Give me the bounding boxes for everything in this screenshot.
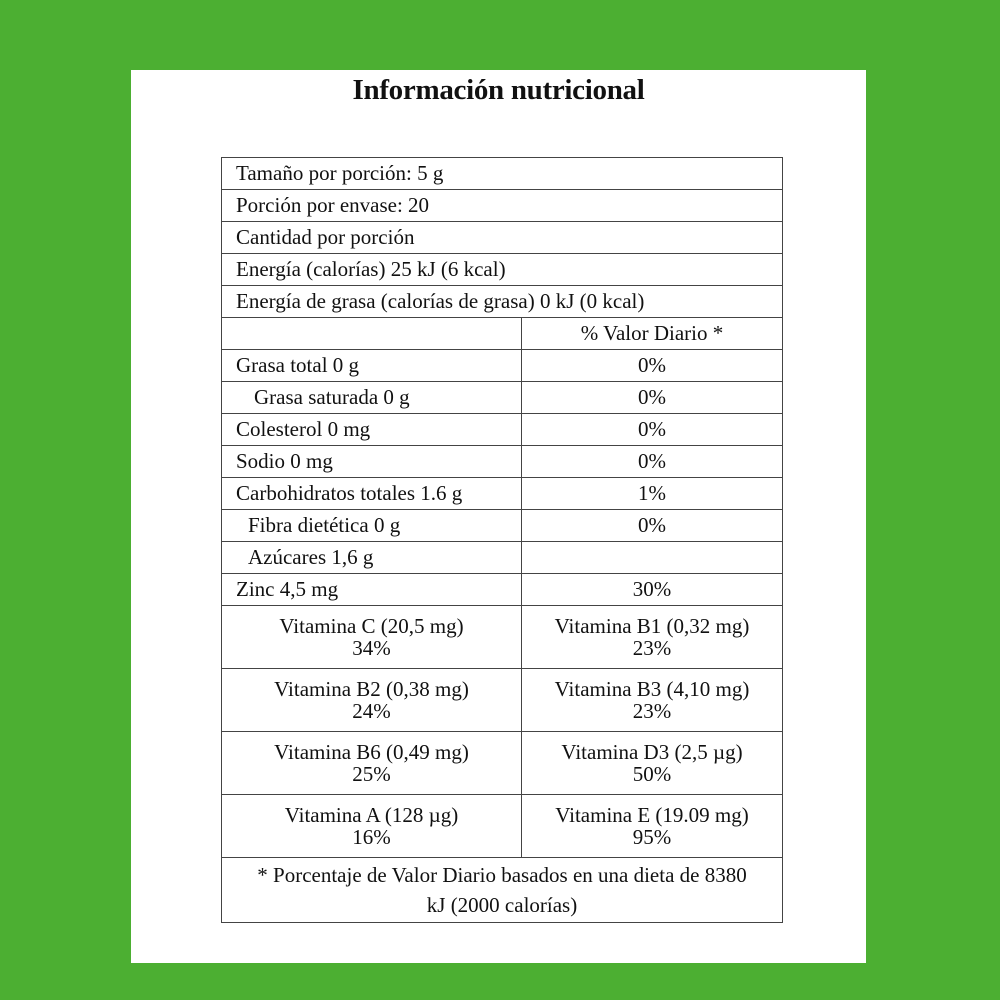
footnote bbox=[222, 858, 783, 923]
vitamin-name: Vitamina C (20,5 mg) bbox=[279, 613, 464, 638]
vitamin-dv: 24% bbox=[352, 699, 391, 723]
servings-per-container: Porción por envase: 20 bbox=[222, 190, 783, 222]
nutrient-dv: 0% bbox=[522, 446, 783, 478]
amount-per-serving: Cantidad por porción bbox=[222, 222, 783, 254]
label-panel bbox=[131, 70, 866, 963]
vitamin-dv: 16% bbox=[352, 825, 391, 849]
label-title: Información nutricional bbox=[352, 74, 645, 106]
table-row bbox=[222, 510, 783, 542]
table-row bbox=[222, 222, 783, 254]
vitamin-dv: 50% bbox=[632, 762, 672, 786]
vitamin-cell bbox=[222, 795, 522, 858]
vitamin-dv: 95% bbox=[632, 825, 672, 849]
nutrient-name: Azúcares 1,6 g bbox=[222, 542, 522, 574]
nutrient-dv: 1% bbox=[522, 478, 783, 510]
footnote-line: * Porcentaje de Valor Diario basados en una dieta de 8380 bbox=[257, 862, 747, 887]
nutrient-name: Sodio 0 mg bbox=[222, 446, 522, 478]
nutrient-dv bbox=[522, 542, 783, 574]
nutrient-name: Fibra dietética 0 g bbox=[222, 510, 522, 542]
serving-size: Tamaño por porción: 5 g bbox=[222, 158, 783, 190]
nutrient-dv: 0% bbox=[522, 414, 783, 446]
vitamin-name: Vitamina E (19.09 mg) bbox=[555, 802, 749, 827]
nutrient-name: Grasa saturada 0 g bbox=[222, 382, 522, 414]
vitamin-name: Vitamina B1 (0,32 mg) bbox=[554, 613, 750, 638]
vitamin-name: Vitamina B2 (0,38 mg) bbox=[274, 676, 469, 701]
vitamin-cell bbox=[522, 606, 783, 669]
table-row bbox=[222, 574, 783, 606]
vitamin-name: Vitamina D3 (2,5 µg) bbox=[561, 739, 743, 764]
table-row bbox=[222, 254, 783, 286]
table-row bbox=[222, 350, 783, 382]
nutrition-table bbox=[221, 157, 783, 923]
table-row bbox=[222, 858, 783, 923]
nutrient-dv: 30% bbox=[522, 574, 783, 606]
table-row bbox=[222, 286, 783, 318]
table-row bbox=[222, 414, 783, 446]
nutrient-name: Grasa total 0 g bbox=[222, 350, 522, 382]
nutrient-dv: 0% bbox=[522, 510, 783, 542]
vitamin-cell bbox=[222, 732, 522, 795]
table-row bbox=[222, 318, 783, 350]
table-row bbox=[222, 542, 783, 574]
table-row bbox=[222, 190, 783, 222]
nutrient-name: Colesterol 0 mg bbox=[222, 414, 522, 446]
vitamin-dv: 23% bbox=[632, 636, 672, 660]
vitamin-dv: 34% bbox=[352, 636, 391, 660]
vitamin-row bbox=[222, 795, 783, 858]
energy: Energía (calorías) 25 kJ (6 kcal) bbox=[222, 254, 783, 286]
header-empty-cell bbox=[222, 318, 522, 350]
nutrient-dv: 0% bbox=[522, 382, 783, 414]
table-row bbox=[222, 382, 783, 414]
vitamin-dv: 25% bbox=[352, 762, 391, 786]
vitamin-name: Vitamina B3 (4,10 mg) bbox=[554, 676, 750, 701]
vitamin-cell bbox=[222, 606, 522, 669]
vitamin-cell bbox=[522, 732, 783, 795]
footnote-line: kJ (2000 calorías) bbox=[426, 893, 578, 917]
vitamin-name: Vitamina A (128 µg) bbox=[284, 802, 459, 827]
nutrient-name: Zinc 4,5 mg bbox=[222, 574, 522, 606]
vitamin-row bbox=[222, 606, 783, 669]
vitamin-cell bbox=[522, 669, 783, 732]
table-row bbox=[222, 446, 783, 478]
energy-from-fat: Energía de grasa (calorías de grasa) 0 kJ (0 kcal) bbox=[222, 286, 783, 318]
vitamin-row bbox=[222, 669, 783, 732]
table-row bbox=[222, 478, 783, 510]
nutrient-dv: 0% bbox=[522, 350, 783, 382]
vitamin-name: Vitamina B6 (0,49 mg) bbox=[274, 739, 469, 764]
vitamin-cell bbox=[222, 669, 522, 732]
daily-value-header: % Valor Diario * bbox=[522, 318, 783, 350]
vitamin-dv: 23% bbox=[632, 699, 672, 723]
table-row bbox=[222, 158, 783, 190]
nutrient-name: Carbohidratos totales 1.6 g bbox=[222, 478, 522, 510]
vitamin-cell bbox=[522, 795, 783, 858]
vitamin-row bbox=[222, 732, 783, 795]
